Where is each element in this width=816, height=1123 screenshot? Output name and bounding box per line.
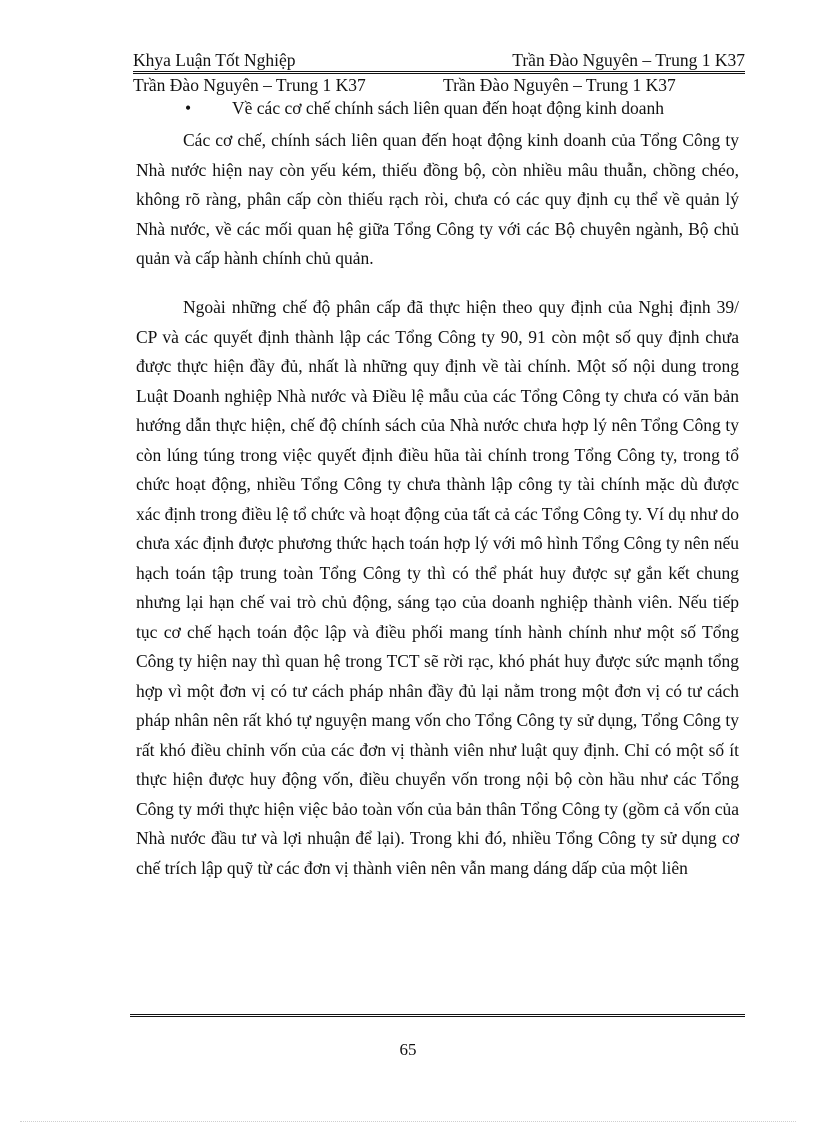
header-rule xyxy=(133,71,745,74)
header-title: Khya Luận Tốt Nghiệp xyxy=(133,50,296,70)
page-number: 65 xyxy=(399,1040,417,1059)
paragraph-1: Các cơ chế, chính sách liên quan đến hoạt động kinh doanh của Tổng Công ty Nhà nước hiện nay còn yếu kém, thiếu đồng bộ, còn nhiều mâu thuẫn, chồng chéo, không rõ ràng, phân cấp còn thiếu rạch ròi, chưa có các quy định cụ thể về quản lý Nhà nước, về các mối quan hệ giữa Tổng Công ty với các Bộ chuyên ngành, Bộ chủ quản và cấp hành chính chủ quản. xyxy=(136,130,739,268)
header-author: Trần Đào Nguyên – Trung 1 K37 xyxy=(512,50,745,70)
page-edge-divider xyxy=(20,1121,796,1122)
footer-rule xyxy=(130,1014,745,1017)
section-heading xyxy=(185,97,664,119)
section-heading-text: Về các cơ chế chính sách liên quan đến hoạt động kinh doanh xyxy=(232,98,665,118)
paragraph-2: Ngoài những chế độ phân cấp đã thực hiện theo quy định của Nghị định 39/ CP và các quyết định thành lập các Tổng Công ty 90, 91 còn một số quy định chưa được thực hiện đầy đủ, nhất là những quy định về tài chính. Một số nội dung trong Luật Doanh nghiệp Nhà nước và Điều lệ mẫu của các Tổng Công ty chưa có văn bản hướng dẫn thực hiện, chế độ chính sách của Nhà nước chưa hợp lý nên Tổng Công ty còn lúng túng trong việc quyết định điều hũa tài chính trong Tổng Công ty, trong tổ chức hoạt động, nhiều Tổng Công ty chưa thành lập công ty tài chính mặc dù được xác định trong điều lệ tổ chức và hoạt động của tất cả các Tổng Công ty. Ví dụ như do chưa xác định được phương thức hạch toán hợp lý với mô hình Tổng Công ty nên nếu hạch toán tập trung toàn Tổng Công ty thì có thể phát huy được sự gắn kết chung nhưng lại hạn chế vai trò chủ động, sáng tạo của doanh nghiệp thành viên. Nếu tiếp tục cơ chế hạch toán độc lập và điều phối mang tính hành chính như một số Tổng Công ty hiện nay thì quan hệ trong TCT sẽ rời rạc, khó phát huy được sức mạnh tổng hợp vì một đơn vị có tư cách pháp nhân đầy đủ lại nằm trong một đơn vị có tư cách pháp nhân nên rất khó tự nguyện mang vốn cho Tổng Công ty sử dụng, Tổng Công ty rất khó điều chỉnh vốn của các đơn vị thành viên như luật quy định. Chỉ có một số ít thực hiện được huy động vốn, điều chuyển vốn trong nội bộ còn hầu như các Tổng Công ty mới thực hiện việc bảo toàn vốn của bản thân Tổng Công ty (gồm cả vốn của Nhà nước đầu tư và lợi nhuận để lại). Trong khi đó, nhiều Tổng Công ty sử dụng cơ chế trích lập quỹ từ các đơn vị thành viên nên vẫn mang dáng dấp của một liên xyxy=(136,297,739,878)
sub-header-author-left: Trần Đào Nguyên – Trung 1 K37 xyxy=(133,75,366,95)
bullet-icon: • xyxy=(185,98,192,118)
sub-header-author-right: Trần Đào Nguyên – Trung 1 K37 xyxy=(443,75,676,95)
